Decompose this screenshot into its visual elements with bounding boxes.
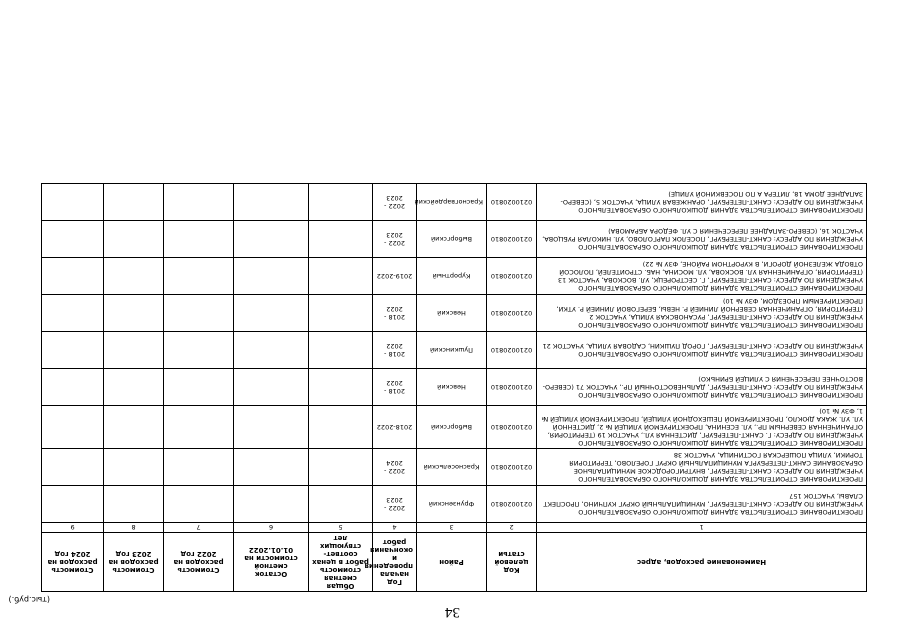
empty-cell — [309, 258, 373, 295]
header-cell: Общая сметная стоимость работ в ценах соответ- ствующих лет — [309, 533, 373, 592]
empty-cell — [104, 332, 164, 369]
row-district: Выборгский — [417, 406, 487, 449]
row-district: Курортный — [417, 258, 487, 295]
empty-cell — [164, 449, 234, 486]
empty-cell — [164, 332, 234, 369]
row-district: Невский — [417, 295, 487, 332]
empty-cell — [164, 184, 234, 221]
row-name: ПРОЕКТИРОВАНИЕ СТРОИТЕЛЬСТВА ЗДАНИЯ ДОШКОЛЬНОГО ОБРАЗОВАТЕЛЬНОГО УЧРЕЖДЕНИЯ ПО АДРЕСУ: САНКТ-ПЕТЕРБУРГ, ГОРОД ПУШКИН, САДОВАЯ УЛИЦА, УЧАСТОК 21 — [537, 332, 867, 369]
empty-cell — [104, 258, 164, 295]
row-name: ПРОЕКТИРОВАНИЕ СТРОИТЕЛЬСТВА ЗДАНИЯ ДОШКОЛЬНОГО ОБРАЗОВАТЕЛЬНОГО УЧРЕЖДЕНИЯ ПО АДРЕСУ: САНКТ-ПЕТЕРБУРГ, Г. СЕСТРОРЕЦК, УЛ. ВОСКОВА, УЧАСТОК 13 (ТЕРРИТОРИЯ, ОГРАНИЧЕННАЯ УЛ. ВОСКОВА, УЛ. МОСИНА, НАБ. СТРОИТЕЛЕЙ, ПОЛОСОЙ ОТВОДА ЖЕЛЕЗНОЙ ДОРОГИ, В КУРОРТНОМ РАЙОНЕ, ФЗУ № 22) — [537, 258, 867, 295]
row-code: 0210020810 — [487, 221, 537, 258]
empty-cell — [234, 486, 309, 523]
row-code: 0210020810 — [487, 295, 537, 332]
empty-cell — [309, 221, 373, 258]
empty-cell — [164, 221, 234, 258]
row-name: ПРОЕКТИРОВАНИЕ СТРОИТЕЛЬСТВА ЗДАНИЯ ДОШКОЛЬНОГО ОБРАЗОВАТЕЛЬНОГО УЧРЕЖДЕНИЯ ПО АДРЕСУ: САНКТ-ПЕТЕРБУРГ, РУСАНОВСКАЯ УЛИЦА, УЧАСТОК 2 (ТЕРРИТОРИЯ, ОГРАНИЧЕННАЯ СЕВЕРНОЙ ЛИНИЕЙ Р. НЕВЫ, БЕРЕГОВОЙ ЛИНИЕЙ Р. УТКИ, ПРОЕКТИРУЕМЫМ ПРОЕЗДОМ, ФЗУ № 10) — [537, 295, 867, 332]
empty-cell — [42, 449, 104, 486]
table-row — [42, 449, 867, 486]
row-code: 0210020810 — [487, 258, 537, 295]
table-row — [42, 295, 867, 332]
column-number: 6 — [234, 523, 309, 533]
column-number: 8 — [104, 523, 164, 533]
row-name: ПРОЕКТИРОВАНИЕ СТРОИТЕЛЬСТВА ЗДАНИЯ ДОШКОЛЬНОГО ОБРАЗОВАТЕЛЬНОГО УЧРЕЖДЕНИЯ ПО АДРЕСУ: САНКТ-ПЕТЕРБУРГ, МУНИЦИПАЛЬНЫЙ ОКРУГ КУПЧИНО, ПРОСПЕКТ СЛАВЫ, УЧАСТОК 157 — [537, 486, 867, 523]
table-row — [42, 184, 867, 221]
row-code: 0210020810 — [487, 184, 537, 221]
table-row — [42, 258, 867, 295]
empty-cell — [42, 332, 104, 369]
empty-cell — [42, 369, 104, 406]
empty-cell — [164, 369, 234, 406]
empty-cell — [309, 184, 373, 221]
row-years: 2022 - 2023 — [373, 184, 417, 221]
row-years: 2018 - 2022 — [373, 332, 417, 369]
header-cell: Стоимость расходов на 2023 год — [104, 533, 164, 592]
row-name: ПРОЕКТИРОВАНИЕ СТРОИТЕЛЬСТВА ЗДАНИЯ ДОШКОЛЬНОГО ОБРАЗОВАТЕЛЬНОГО УЧРЕЖДЕНИЯ ПО АДРЕСУ: Г. САНКТ-ПЕТЕРБУРГ, ДИСТЕННАЯ УЛ., УЧАСТОК 19 (ТЕРРИТОРИЯ, ОГРАНИЧЕННАЯ СЕВЕРНЫМ ПР., УЛ. ЕСЕНИНА, ПРОЕКТИРУЕМОЙ УЛИЦЕЙ № 2, ДИСТЕННОЙ УЛ. УЛ. ЖАКА ДЮКЛО, ПРОЕКТИРУЕМОЙ ПЕШЕХОДНОЙ УЛИЦЕЙ, ПРОЕКТИРУЕМОЙ УЛИЦЕЙ № 1, ФЗУ № 10) — [537, 406, 867, 449]
row-district: Красносельский — [417, 449, 487, 486]
table-header-row — [42, 533, 867, 592]
row-district: Красногвардейский — [417, 184, 487, 221]
column-number: 3 — [417, 523, 487, 533]
header-cell: Стоимость расходов на 2022 год — [164, 533, 234, 592]
row-years: 2019-2022 — [373, 258, 417, 295]
empty-cell — [104, 449, 164, 486]
column-number: 7 — [164, 523, 234, 533]
empty-cell — [309, 486, 373, 523]
empty-cell — [234, 295, 309, 332]
empty-cell — [164, 295, 234, 332]
empty-cell — [104, 221, 164, 258]
empty-cell — [234, 449, 309, 486]
row-years: 2022 - 2024 — [373, 449, 417, 486]
row-name: ПРОЕКТИРОВАНИЕ СТРОИТЕЛЬСТВА ЗДАНИЯ ДОШКОЛЬНОГО ОБРАЗОВАТЕЛЬНОГО УЧРЕЖДЕНИЯ ПО АДРЕСУ: САНКТ-ПЕТЕРБУРГ, ВНУТРИГОРОДСКОЕ МУНИЦИПАЛЬНОЕ ОБРАЗОВАНИЕ САНКТ-ПЕТЕРБУРГА МУНИЦИПАЛЬНЫЙ ОКРУГ ГОРЕЛОВО, ТЕРРИТОРИЯ ТОРИКИ, УЛИЦА ПОШЕРСКАЯ ГОСТИНИЦА, УЧАСТОК 38 — [537, 449, 867, 486]
column-number: 9 — [42, 523, 104, 533]
row-district: Фрунзенский — [417, 486, 487, 523]
empty-cell — [309, 406, 373, 449]
row-district: Выборгский — [417, 221, 487, 258]
row-code: 0210020810 — [487, 486, 537, 523]
row-district: Невский — [417, 369, 487, 406]
empty-cell — [104, 486, 164, 523]
row-years: 2018-2022 — [373, 406, 417, 449]
header-cell: Наименование расходов, адрес — [537, 533, 867, 592]
column-number: 4 — [373, 523, 417, 533]
empty-cell — [234, 406, 309, 449]
empty-cell — [309, 295, 373, 332]
empty-cell — [104, 406, 164, 449]
header-cell: Район — [417, 533, 487, 592]
empty-cell — [42, 295, 104, 332]
row-name: ПРОЕКТИРОВАНИЕ СТРОИТЕЛЬСТВА ЗДАНИЯ ДОШКОЛЬНОГО ОБРАЗОВАТЕЛЬНОГО УЧРЕЖДЕНИЯ ПО АДРЕСУ: САНКТ-ПЕТЕРБУРГ, ОРАНЖЕВАЯ УЛИЦА, УЧАСТОК 5, (СЕВЕРО-ЗАПАДНЕЕ ДОМА 18, ЛИТЕРА А ПО ПОСЕВКИНОЙ УЛИЦЕ) — [537, 184, 867, 221]
column-number-row — [42, 523, 867, 533]
empty-cell — [309, 332, 373, 369]
empty-cell — [234, 332, 309, 369]
row-district: Пушкинский — [417, 332, 487, 369]
row-name: ПРОЕКТИРОВАНИЕ СТРОИТЕЛЬСТВА ЗДАНИЯ ДОШКОЛЬНОГО ОБРАЗОВАТЕЛЬНОГО УЧРЕЖДЕНИЯ ПО АДРЕСУ: САНКТ-ПЕТЕРБУРГ, ПОСЕЛОК ПАРГОЛОВО, УЛ. НИКОЛАЯ РУБЦОВА, УЧАСТОК 16, (СЕВЕРО-ЗАПАДНЕЕ ПЕРЕСЕЧЕНИЯ С УЛ. ФЕДОРА АБРАМОВА) — [537, 221, 867, 258]
header-cell: Остаток сметной стоимости на 01.01.2022 — [234, 533, 309, 592]
row-code: 0210020810 — [487, 449, 537, 486]
header-cell: Стоимость расходов на 2024 год — [42, 533, 104, 592]
row-years: 2018 - 2022 — [373, 295, 417, 332]
empty-cell — [42, 406, 104, 449]
row-years: 2022 - 2023 — [373, 486, 417, 523]
empty-cell — [42, 221, 104, 258]
empty-cell — [234, 258, 309, 295]
table-row — [42, 332, 867, 369]
column-number: 1 — [537, 523, 867, 533]
table-row — [42, 406, 867, 449]
row-code: 0210020810 — [487, 332, 537, 369]
row-years: 2022 - 2023 — [373, 221, 417, 258]
table-row — [42, 369, 867, 406]
empty-cell — [104, 295, 164, 332]
empty-cell — [309, 369, 373, 406]
empty-cell — [164, 486, 234, 523]
table-row — [42, 486, 867, 523]
empty-cell — [104, 369, 164, 406]
empty-cell — [234, 369, 309, 406]
empty-cell — [234, 184, 309, 221]
row-code: 0210020810 — [487, 369, 537, 406]
column-number: 2 — [487, 523, 537, 533]
header-cell: Год начала проведения и окончания работ — [373, 533, 417, 592]
empty-cell — [42, 184, 104, 221]
expenses-table — [41, 183, 867, 592]
empty-cell — [164, 258, 234, 295]
empty-cell — [164, 406, 234, 449]
empty-cell — [42, 258, 104, 295]
row-years: 2018 - 2022 — [373, 369, 417, 406]
empty-cell — [309, 449, 373, 486]
table-row — [42, 221, 867, 258]
column-number: 5 — [309, 523, 373, 533]
page-number: 34 — [445, 604, 460, 620]
row-name: ПРОЕКТИРОВАНИЕ СТРОИТЕЛЬСТВА ЗДАНИЯ ДОШКОЛЬНОГО ОБРАЗОВАТЕЛЬНОГО УЧРЕЖДЕНИЯ ПО АДРЕСУ: САНКТ-ПЕТЕРБУРГ, ДАЛЬНЕВОСТОЧНЫЙ ПР., УЧАСТОК 71 (СЕВЕРО-ВОСТОЧНЕЕ ПЕРЕСЕЧЕНИЯ С УЛИЦЕЙ БРИНЬКО) — [537, 369, 867, 406]
empty-cell — [42, 486, 104, 523]
row-code: 0210020810 — [487, 406, 537, 449]
units-label: (тыс.руб.) — [8, 595, 50, 604]
empty-cell — [104, 184, 164, 221]
header-cell: Код целевой статьи — [487, 533, 537, 592]
empty-cell — [234, 221, 309, 258]
